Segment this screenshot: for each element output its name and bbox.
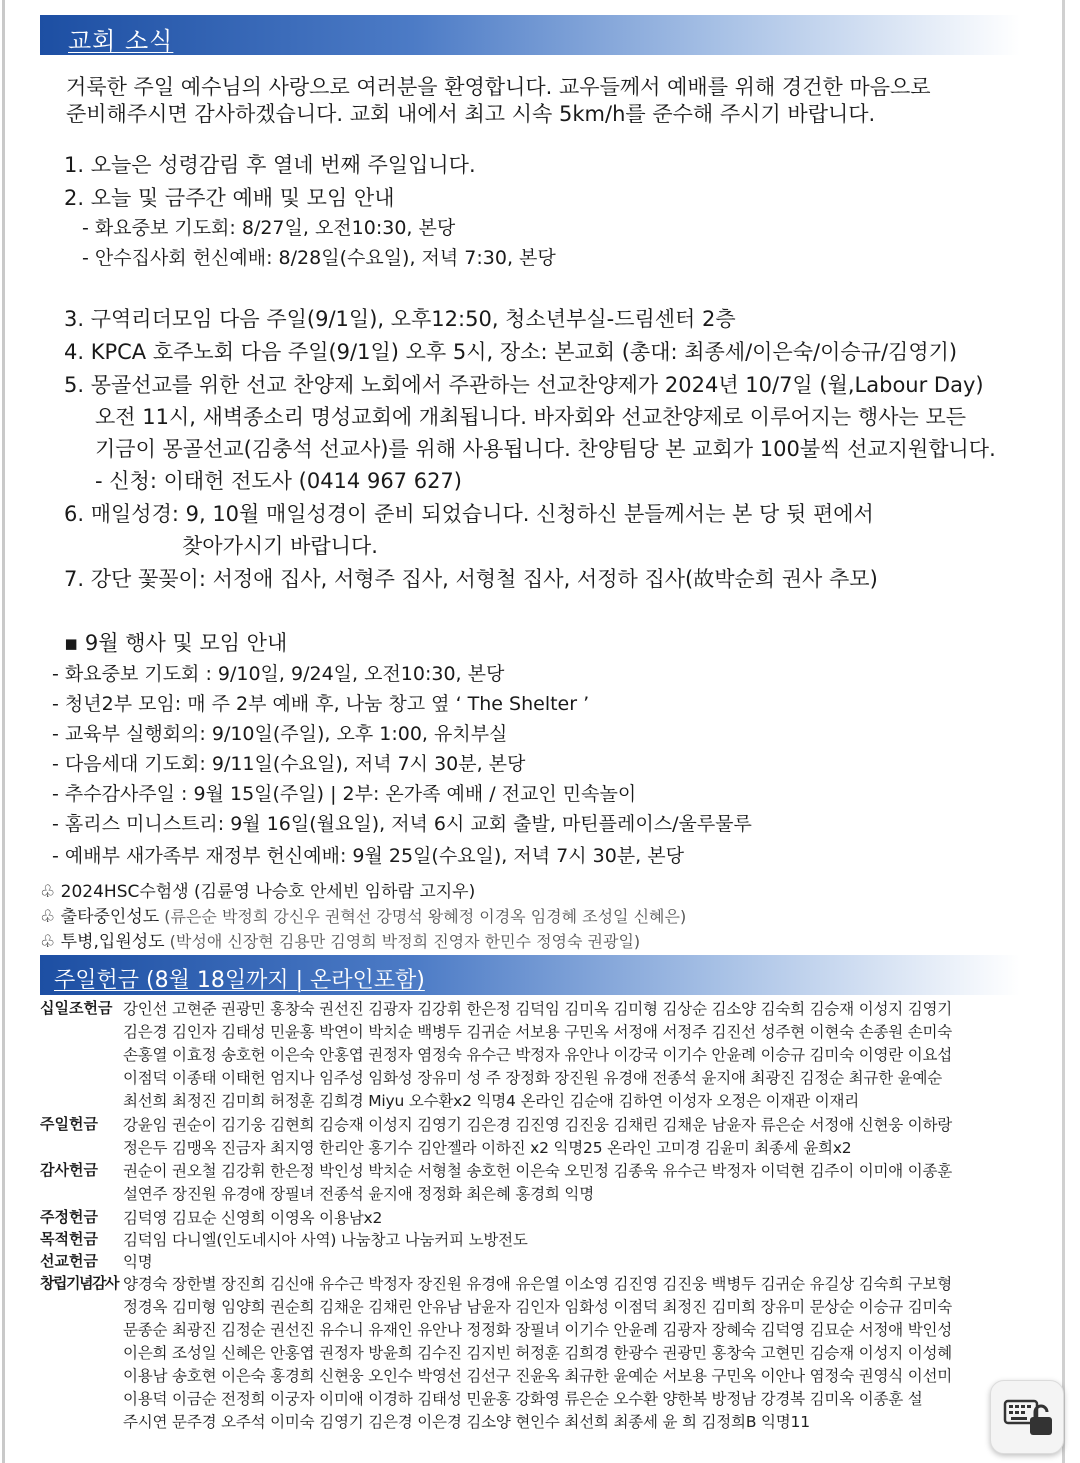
offering-names: 이용덕 이금순 전정희 이궁자 이미애 이경하 김태성 민윤홍 강화영 류은순 오수환 양한복 방정남 강경복 김미옥 이종훈 설 [123,1390,923,1408]
section-header-church-news [40,15,1020,55]
offering-category: 창립기념감사 [40,1274,118,1292]
prayer-label: ♧ 출타중인성도 [40,907,160,927]
offering-names: 주시연 문주경 오주석 이미숙 김영기 김은경 이은경 김소양 현인수 최선희 최종세 윤 희 김정희B 익명11 [123,1413,810,1431]
offering-category: 감사헌금 [40,1161,98,1179]
offering-names: 손홍열 이효정 송호헌 이은숙 안홍엽 권정자 염정숙 유수근 박정자 유안나 이강국 이기수 안윤례 이승규 김미숙 이영란 이요섭 [123,1046,953,1064]
prayer-names: (박성애 신장현 김용만 김영희 박정희 진영자 한민수 정영숙 권광일) [164,932,641,951]
offering-names: 강윤임 권순이 김기웅 김현희 김승재 이성지 김영기 김은경 김진영 김진웅 김채린 김채운 남윤자 류은순 서정애 신현웅 이하랑 [123,1116,953,1134]
offering-names: 김덕영 김묘순 신영희 이영옥 이용남x2 [123,1209,383,1227]
offering-category: 목적헌금 [40,1230,98,1248]
news-item-continued: 오전 11시, 새벽종소리 명성교회에 개최됩니다. 바자회와 선교찬양제로 이루어지는 행사는 모든 [95,405,967,429]
keyboard-lock-icon [991,1381,1063,1453]
offering-category: 십일조헌금 [40,999,113,1017]
intro-line: 준비해주시면 감사하겠습니다. 교회 내에서 최고 시속 5km/h를 준수해 주시기 바랍니다. [66,102,876,126]
offering-names: 정경옥 김미형 임양희 권순희 김채운 김채린 안유남 남윤자 김인자 임화성 이점덕 최정진 김미희 장유미 문상순 이승규 김미숙 [123,1298,953,1316]
offering-category: 선교헌금 [40,1252,98,1270]
offering-names: 김은경 김인자 김태성 민윤홍 박연이 박치순 백병두 김귀순 서보용 구민옥 서정애 서정주 김진선 성주현 이현숙 손종원 손미숙 [123,1023,953,1041]
september-event: - 추수감사주일 : 9월 15일(주일) | 2부: 온가족 예배 / 전교인 민속놀이 [52,783,637,805]
news-item: 7. 강단 꽃꽂이: 서정애 집사, 서형주 집사, 서형철 집사, 서정하 집사(故박순희 권사 추모) [64,567,878,591]
intro-line: 거룩한 주일 예수님의 사랑으로 여러분을 환영합니다. 교우들께서 예배를 위해 경건한 마음으로 [66,75,931,99]
news-item: 1. 오늘은 성령감림 후 열네 번째 주일입니다. [64,153,476,177]
prayer-label: ♧ 투병,입원성도 [40,932,165,952]
september-event: - 청년2부 모임: 매 주 2부 예배 후, 나눔 창고 옆 ‘ The Shelter ’ [52,693,590,715]
offering-names: 권순이 권오철 김강휘 한은정 박인성 박치순 서형철 송호헌 이은숙 오민정 김종욱 유수근 박정자 이덕현 김주이 이미애 이종훈 [123,1162,953,1180]
offering-names: 설연주 장진원 유경애 장필녀 전종석 윤지애 정정화 최은혜 홍경희 익명 [123,1185,594,1203]
september-event: - 화요중보 기도회 : 9/10일, 9/24일, 오전10:30, 본당 [52,663,505,685]
offering-names: 강인선 고현준 권광민 홍창숙 권선진 김광자 김강휘 한은정 김덕임 김미옥 김미형 김상순 김소양 김숙희 김승재 이성지 김영기 [123,1000,953,1018]
news-item: 6. 매일성경: 9, 10월 매일성경이 준비 되었습니다. 신청하신 분들께서는 본 당 뒷 편에서 [64,502,874,526]
offering-names: 김덕임 다니엘(인도네시아 사역) 나눔창고 나눔커피 노방전도 [123,1231,528,1249]
section-header-offering [40,955,1020,995]
news-subitem: - 안수집사회 헌신예배: 8/28일(수요일), 저녁 7:30, 본당 [82,247,556,269]
news-item: 5. 몽골선교를 위한 선교 찬양제 노회에서 주관하는 선교찬양제가 2024년 10/7일 (월,Labour Day) [64,373,984,397]
prayer-list-sick [40,927,640,952]
offering-names: 이용남 송호현 이은숙 홍경희 신현웅 오인수 박영선 김선구 진윤옥 최규한 윤예순 서보용 구민옥 이안나 염정숙 권영식 이선미 [123,1367,953,1385]
offering-names: 양경숙 장한별 장진희 김신애 유수근 박정자 장진원 유경애 유은열 이소영 김진영 김진웅 백병두 김귀순 유길상 김숙희 구보형 [123,1275,953,1293]
offering-names: 이은희 조성일 신혜은 안홍엽 권정자 방윤희 김수진 김지빈 허정훈 김희경 한광수 권광민 홍창숙 고현민 김승재 이성지 이성혜 [123,1344,953,1362]
news-item: 3. 구역리더모임 다음 주일(9/1일), 오후12:50, 청소년부실-드림센터 2층 [64,307,736,331]
news-subitem: - 신청: 이태헌 전도사 (0414 967 627) [95,469,462,493]
news-item: 4. KPCA 호주노회 다음 주일(9/1일) 오후 5시, 장소: 본교회 (총대: 최종세/이은숙/이승규/김영기) [64,340,958,364]
offering-category: 주일헌금 [40,1115,98,1133]
section-title: 주일헌금 (8월 18일까지 | 온라인포함) [54,968,425,993]
news-item-continued: 찾아가시기 바랍니다. [182,534,378,558]
september-heading: ▪ 9월 행사 및 모임 안내 [64,631,288,655]
keyboard-lock-button[interactable] [990,1380,1064,1454]
offering-names: 문종순 최광진 김정순 권선진 유수니 유재인 유안나 정정화 장필녀 이기수 안윤례 김광자 장혜숙 김덕영 김묘순 서정애 박인성 [123,1321,953,1339]
news-subitem: - 화요중보 기도회: 8/27일, 오전10:30, 본당 [82,217,456,239]
offering-names: 이점덕 이종태 이태헌 엄지나 임주성 임화성 장유미 성 주 장정화 장진원 유경애 전종석 윤지애 최광진 김정순 최규한 윤예순 [123,1069,943,1087]
offering-category: 주정헌금 [40,1208,98,1226]
september-event: - 교육부 실행회의: 9/10일(주일), 오후 1:00, 유치부실 [52,723,508,745]
september-event: - 예배부 새가족부 재정부 헌신예배: 9월 25일(수요일), 저녁 7시 30분, 본당 [52,845,684,867]
offering-names: 최선희 최정진 김미희 허정훈 김희경 Miyu 오수환x2 익명4 온라인 김순애 김하연 이성자 오정은 이재관 이재리 [123,1092,860,1110]
section-title: 교회 소식 [68,27,174,55]
september-event: - 다음세대 기도회: 9/11일(수요일), 저녁 7시 30분, 본당 [52,753,526,775]
offering-names: 정은두 김맹옥 진금자 최지영 한리안 홍기수 김안젤라 이하진 x2 익명25 온라인 고미경 김윤미 최종세 윤희x2 [123,1139,852,1157]
page-edge-left [2,0,5,1463]
prayer-list-students [40,877,475,902]
news-item-continued: 기금이 몽골선교(김충석 선교사)를 위해 사용됩니다. 찬양팀당 본 교회가 100불씩 선교지원합니다. [95,437,996,461]
september-event: - 홈리스 미니스트리: 9월 16일(월요일), 저녁 6시 교회 출발, 마틴플레이스/울루물루 [52,813,752,835]
prayer-names: (김륜영 나승호 안세빈 임하람 고지우) [188,882,476,902]
news-item: 2. 오늘 및 금주간 예배 및 모임 안내 [64,186,395,210]
page-edge-right [1062,0,1065,1463]
prayer-label: ♧ 2024HSC수험생 [40,882,189,902]
prayer-list-away [40,902,686,927]
offering-names: 익명 [123,1253,153,1271]
prayer-names: (류은순 박정희 강신우 권혁선 강명석 왕혜정 이경옥 임경혜 조성일 신혜은) [159,907,687,926]
